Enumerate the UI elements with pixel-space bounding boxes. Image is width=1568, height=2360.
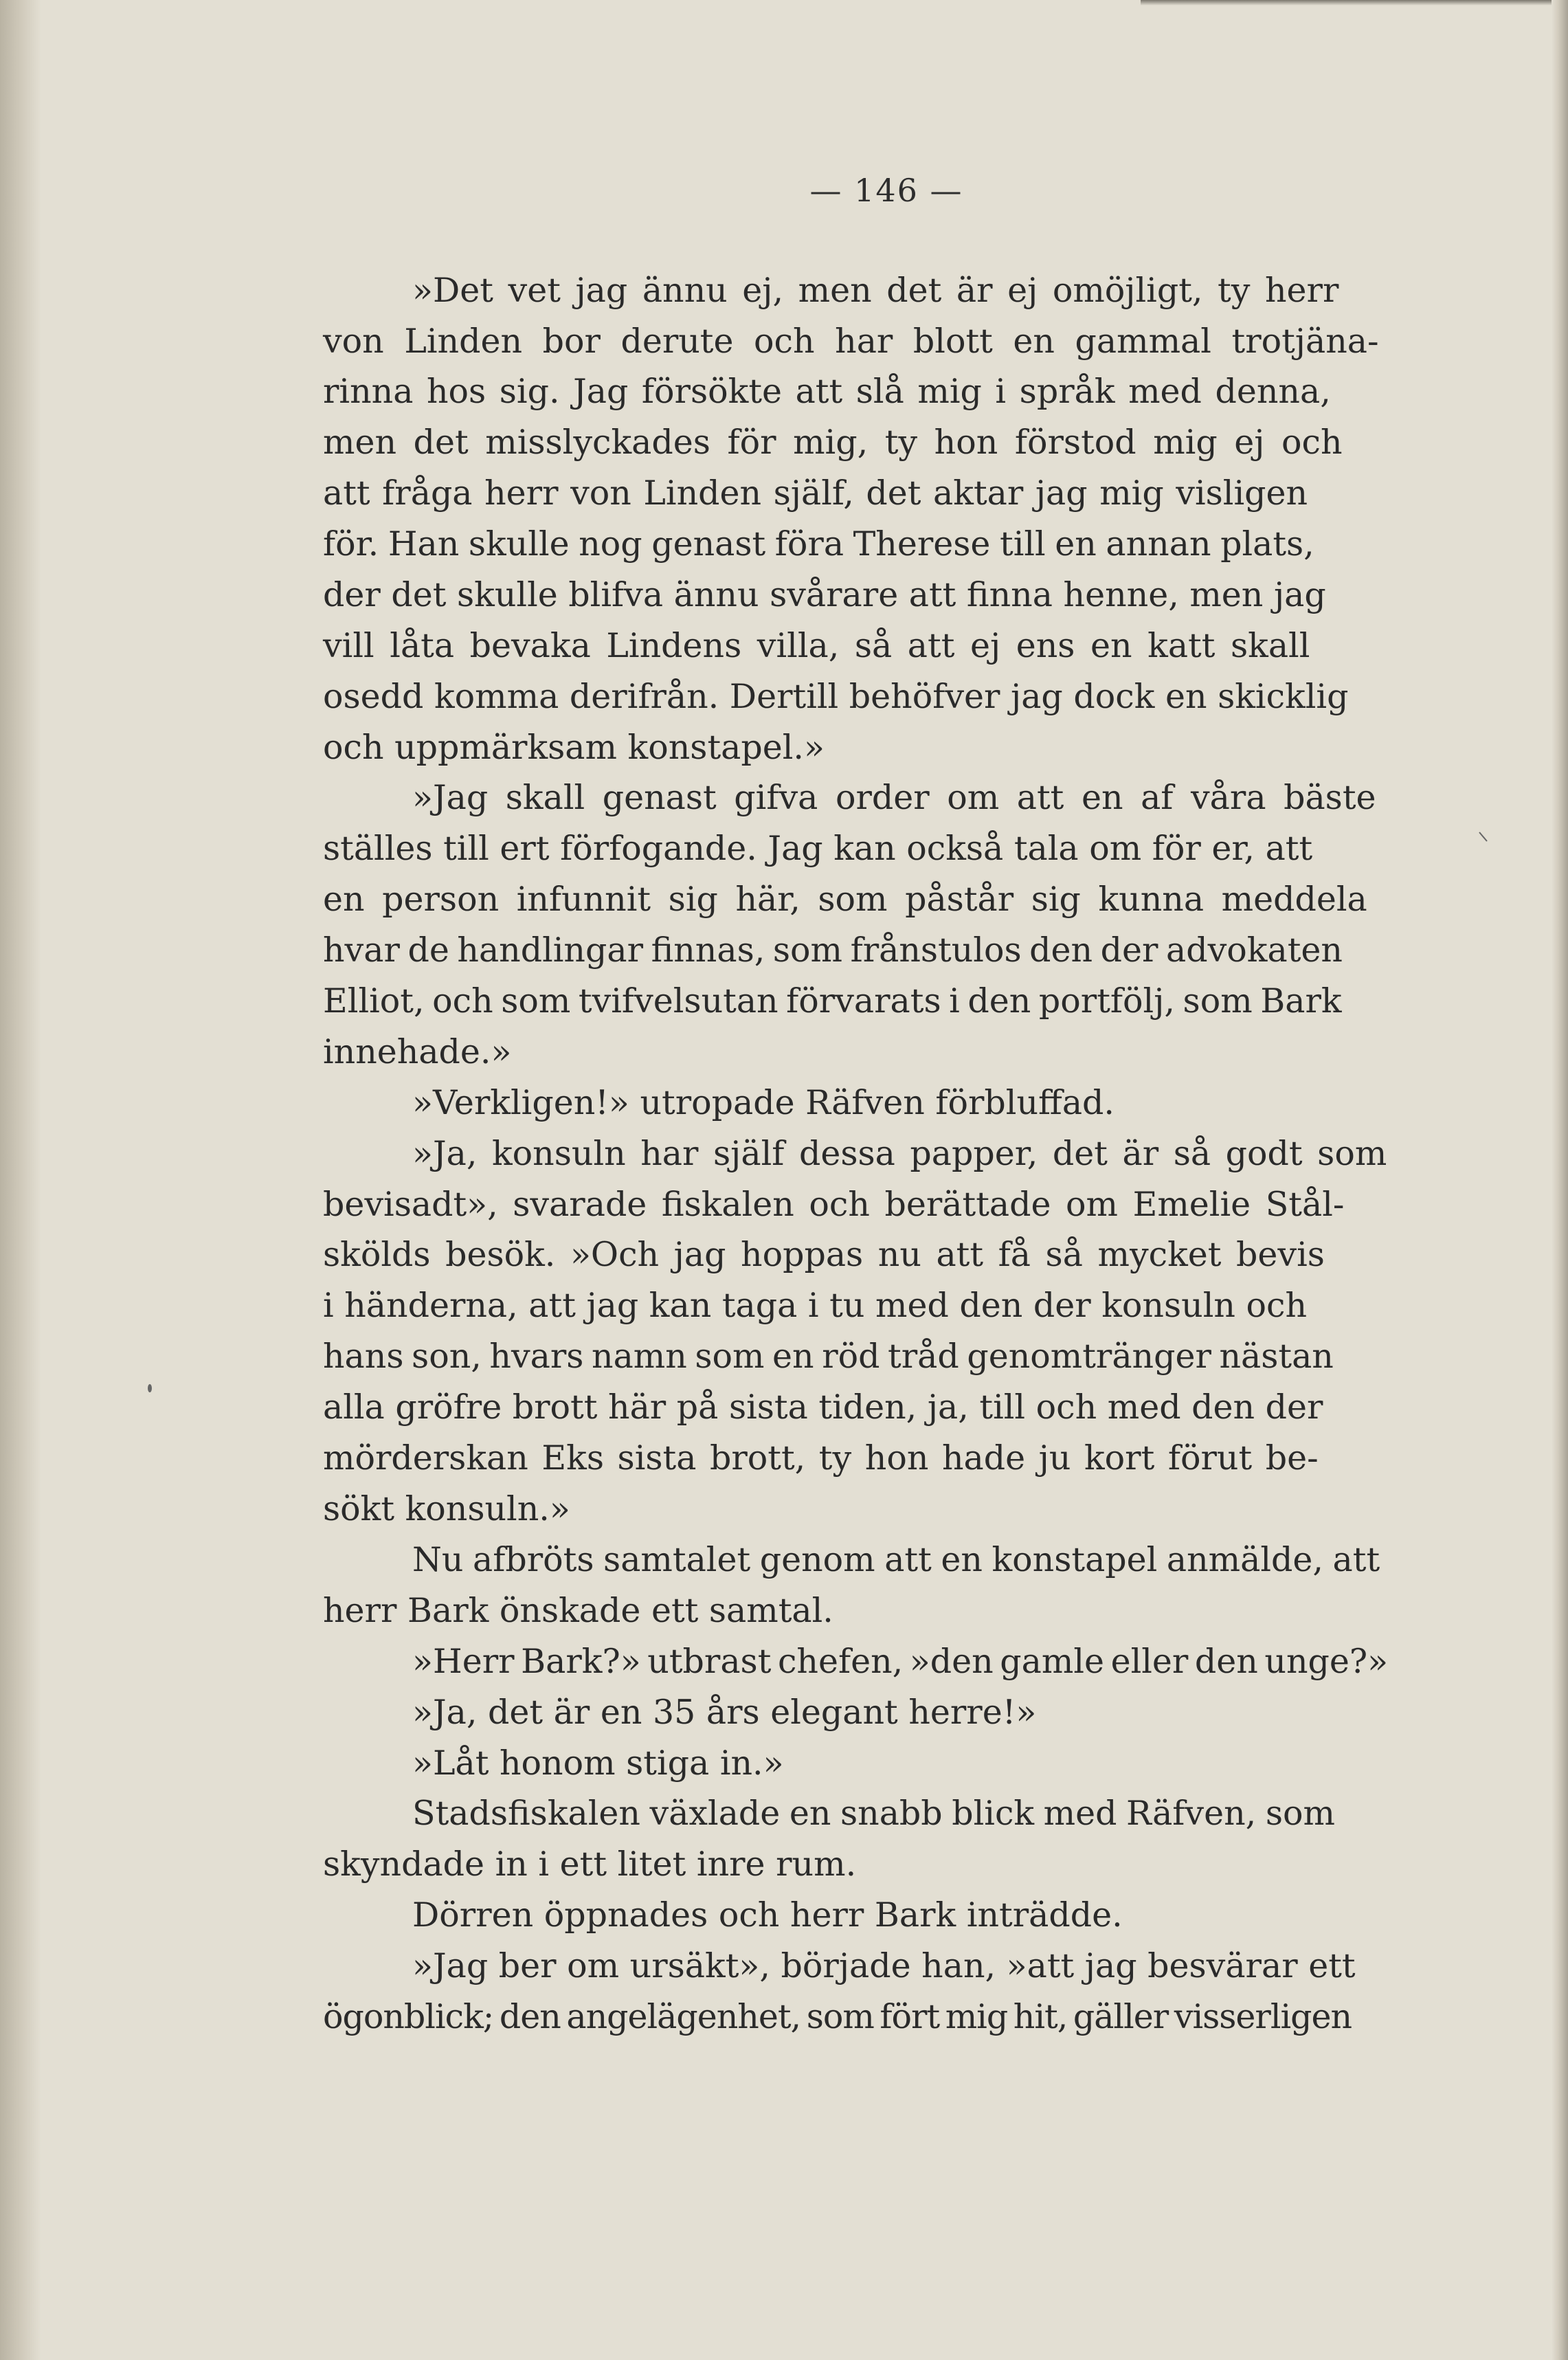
text-line: hans son, hvars namn som en röd tråd genomtränger nästan xyxy=(323,1337,1334,1376)
text-line: Elliot, och som tvifvelsutan förvarats i den portfölj, som Bark xyxy=(323,981,1342,1021)
text-line: men det misslyckades för mig, ty hon förstod mig ej och xyxy=(323,423,1343,462)
text-line: mörderskan Eks sista brott, ty hon hade ju kort förut be- xyxy=(323,1438,1319,1478)
text-line: för. Han skulle nog genast föra Therese till en annan plats, xyxy=(323,524,1314,564)
text-line: ögonblick; den angelägenhet, som fört mig hit, gäller visserligen xyxy=(323,1997,1352,2036)
text-line: skölds besök. »Och jag hoppas nu att få så mycket bevis xyxy=(323,1235,1325,1274)
text-line: i händerna, att jag kan taga i tu med den der konsuln och xyxy=(323,1286,1308,1325)
text-line: »Det vet jag ännu ej, men det är ej omöjligt, ty herr xyxy=(412,271,1339,310)
text-line: sökt konsuln.» xyxy=(323,1489,570,1528)
text-line: osedd komma derifrån. Dertill behöfver jag dock en skicklig xyxy=(323,677,1349,716)
text-line: alla gröfre brott här på sista tiden, ja, till och med den der xyxy=(323,1388,1323,1427)
text-line: skyndade in i ett litet inre rum. xyxy=(323,1845,857,1884)
stray-ink-dot xyxy=(146,1383,154,1394)
text-line: Dörren öppnades och herr Bark inträdde. xyxy=(412,1895,1123,1935)
text-line: en person infunnit sig här, som påstår sig kunna meddela xyxy=(323,880,1367,919)
text-line: rinna hos sig. Jag försökte att slå mig i språk med denna, xyxy=(323,372,1331,411)
text-line: att fråga herr von Linden själf, det aktar jag mig visligen xyxy=(323,474,1308,513)
text-line: »Herr Bark?» utbrast chefen, »den gamle eller den unge?» xyxy=(412,1642,1389,1681)
text-line: »Jag skall genast gifva order om att en af våra bäste xyxy=(412,778,1376,817)
text-line: »Låt honom stiga in.» xyxy=(412,1744,784,1783)
text-line: Stadsfiskalen växlade en snabb blick med Räfven, som xyxy=(412,1794,1335,1833)
stray-ink-mark xyxy=(1477,830,1491,844)
text-line: och uppmärksam konstapel.» xyxy=(323,728,825,767)
right-page-edge xyxy=(1552,0,1568,2360)
text-line: von Linden bor derute och har blott en gammal trotjäna- xyxy=(323,322,1379,361)
page-number: — 146 — xyxy=(809,172,963,209)
page-edge-shadow xyxy=(1141,0,1568,5)
text-line: vill låta bevaka Lindens villa, så att ej ens en katt skall xyxy=(323,626,1310,665)
text-line: »Ja, det är en 35 års elegant herre!» xyxy=(412,1693,1037,1732)
binding-shadow xyxy=(0,0,41,2360)
text-line: ställes till ert förfogande. Jag kan också tala om för er, att xyxy=(323,829,1313,868)
text-line: innehade.» xyxy=(323,1032,512,1071)
text-line: »Verkligen!» utropade Räfven förbluffad. xyxy=(412,1083,1115,1122)
text-line: bevisadt», svarade fiskalen och berättade om Emelie Stål- xyxy=(323,1185,1345,1224)
text-line: Nu afbröts samtalet genom att en konstapel anmälde, att xyxy=(412,1540,1380,1579)
text-line: herr Bark önskade ett samtal. xyxy=(323,1591,833,1630)
text-line: »Jag ber om ursäkt», började han, »att jag besvärar ett xyxy=(412,1946,1356,1985)
text-line: hvar de handlingar finnas, som frånstulos den der advokaten xyxy=(323,931,1343,970)
text-line: der det skulle blifva ännu svårare att finna henne, men jag xyxy=(323,575,1326,614)
text-line: »Ja, konsuln har själf dessa papper, det är så godt som xyxy=(412,1134,1387,1173)
